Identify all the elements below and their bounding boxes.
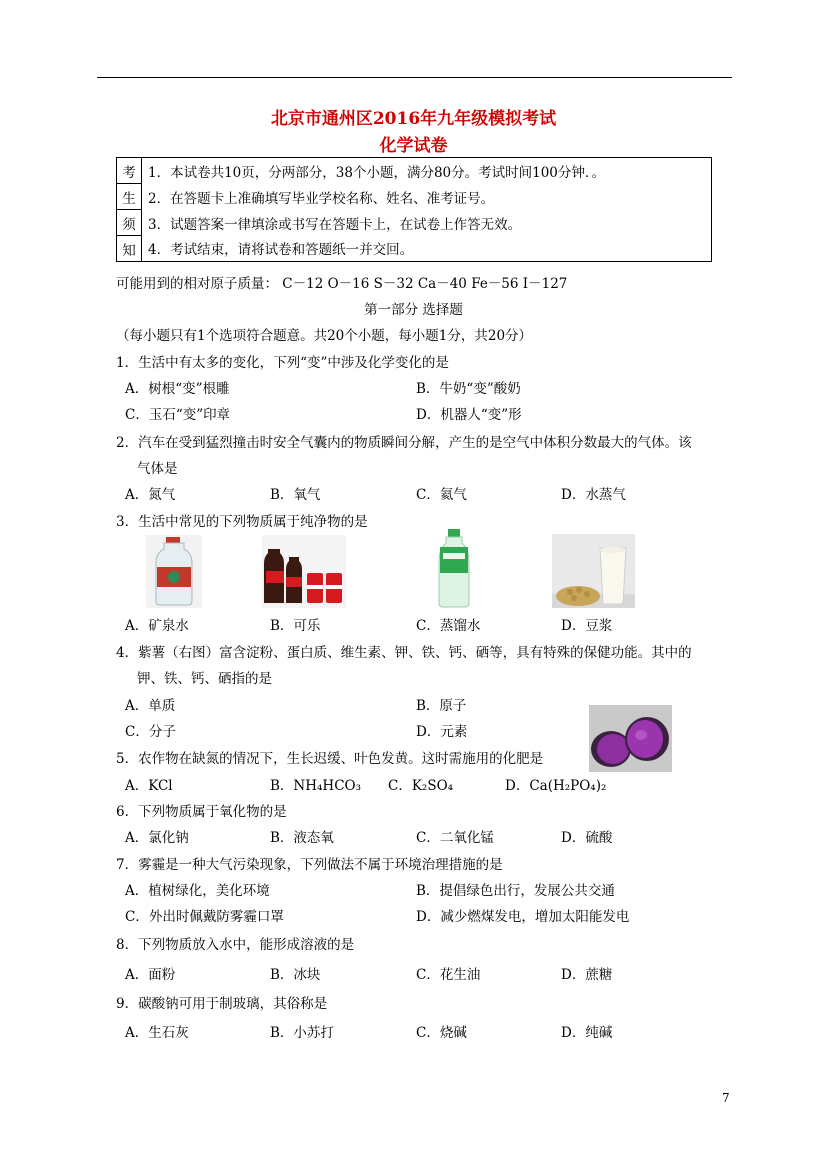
option: C．氦气 xyxy=(416,487,467,503)
notice-item: 4．考试结束，请将试卷和答题纸一并交回。 xyxy=(142,236,712,262)
option: A．生石灰 xyxy=(125,1025,189,1041)
option: C．外出时佩戴防雾霾口罩 xyxy=(125,909,284,925)
option: A．单质 xyxy=(125,698,176,714)
option: B．原子 xyxy=(416,698,467,714)
distilled-water-photo xyxy=(437,527,471,609)
notice-item: 3．试题答案一律填涂或书写在答题卡上，在试卷上作答无效。 xyxy=(142,210,712,236)
cola-photo xyxy=(262,535,346,608)
option: B．小苏打 xyxy=(270,1025,334,1041)
option: B．牛奶“变”酸奶 xyxy=(416,381,521,397)
question-stem: 9．碳酸钠可用于制玻璃，其俗称是 xyxy=(116,996,328,1012)
option: C．花生油 xyxy=(416,967,481,983)
water-bottle-photo xyxy=(146,535,202,608)
option: D．硫酸 xyxy=(561,830,613,846)
purple-sweet-potato-photo xyxy=(589,705,672,772)
option: A．树根“变”根雕 xyxy=(125,381,230,397)
header-rule xyxy=(97,77,732,78)
page-number: 7 xyxy=(722,1091,730,1105)
option: D．Ca(H₂PO₄)₂ xyxy=(505,778,607,794)
option: D．机器人“变”形 xyxy=(416,407,522,423)
option: B．冰块 xyxy=(270,967,321,983)
option: B．NH₄HCO₃ xyxy=(270,778,361,794)
question-stem-continued: 钾、铁、钙、硒指的是 xyxy=(137,671,272,687)
option: B．氧气 xyxy=(270,487,321,503)
notice-side-char: 生 xyxy=(117,184,142,210)
option: A．氮气 xyxy=(125,487,176,503)
option: A．氯化钠 xyxy=(125,830,189,846)
question-stem: 3．生活中常见的下列物质属于纯净物的是 xyxy=(116,514,368,530)
option: D．蔗糖 xyxy=(561,967,613,983)
section-title: 第一部分 选择题 xyxy=(364,302,463,318)
option: B．可乐 xyxy=(270,618,321,634)
notice-item: 1．本试卷共10页，分两部分，38个小题，满分80分。考试时间100分钟．。 xyxy=(142,158,712,184)
question-stem: 4．紫薯（右图）富含淀粉、蛋白质、维生素、钾、铁、钙、硒等，具有特殊的保健功能。其中的 xyxy=(116,645,692,661)
option: D．减少燃煤发电，增加太阳能发电 xyxy=(416,909,630,925)
option: A．矿泉水 xyxy=(125,618,189,634)
atomic-masses: 可能用到的相对原子质量： C－12 O－16 S－32 Ca－40 Fe－56 I－127 xyxy=(116,276,568,292)
notice-item: 2．在答题卡上准确填写毕业学校名称、姓名、准考证号。 xyxy=(142,184,712,210)
question-stem: 2．汽车在受到猛烈撞击时安全气囊内的物质瞬间分解，产生的是空气中体积分数最大的气体。该 xyxy=(116,435,692,451)
option: B．提倡绿色出行，发展公共交通 xyxy=(416,883,615,899)
option: C．二氧化锰 xyxy=(416,830,494,846)
option: C．烧碱 xyxy=(416,1025,467,1041)
option: C．蒸馏水 xyxy=(416,618,481,634)
question-stem: 6．下列物质属于氧化物的是 xyxy=(116,804,287,820)
section-instructions: （每小题只有1个选项符合题意。共20个小题，每小题1分，共20分） xyxy=(116,328,533,344)
notice-side-char: 须 xyxy=(117,210,142,236)
option: D．元素 xyxy=(416,724,468,740)
option: C．分子 xyxy=(125,724,176,740)
option: A．植树绿化，美化环境 xyxy=(125,883,270,899)
option: A．面粉 xyxy=(125,967,176,983)
option: B．液态氧 xyxy=(270,830,334,846)
option: C．玉石“变”印章 xyxy=(125,407,231,423)
option: A．KCl xyxy=(125,778,173,794)
question-stem: 8．下列物质放入水中，能形成溶液的是 xyxy=(116,937,355,953)
question-stem: 1．生活中有太多的变化，下列“变”中涉及化学变化的是 xyxy=(116,355,449,371)
option: D．豆浆 xyxy=(561,618,613,634)
option: D．纯碱 xyxy=(561,1025,613,1041)
notice-side-char: 考 xyxy=(117,158,142,184)
question-stem-continued: 气体是 xyxy=(137,461,178,477)
notice-table xyxy=(116,157,712,262)
option: C．K₂SO₄ xyxy=(388,778,454,794)
soy-milk-photo xyxy=(552,534,635,608)
question-stem: 5．农作物在缺氮的情况下，生长迟缓、叶色发黄。这时需施用的化肥是 xyxy=(116,751,544,767)
exam-subtitle: 化学试卷 xyxy=(379,136,448,156)
exam-title: 北京市通州区2016年九年级模拟考试 xyxy=(270,109,557,129)
notice-side-char: 知 xyxy=(117,236,142,262)
question-stem: 7．雾霾是一种大气污染现象，下列做法不属于环境治理措施的是 xyxy=(116,857,503,873)
option: D．水蒸气 xyxy=(561,487,626,503)
